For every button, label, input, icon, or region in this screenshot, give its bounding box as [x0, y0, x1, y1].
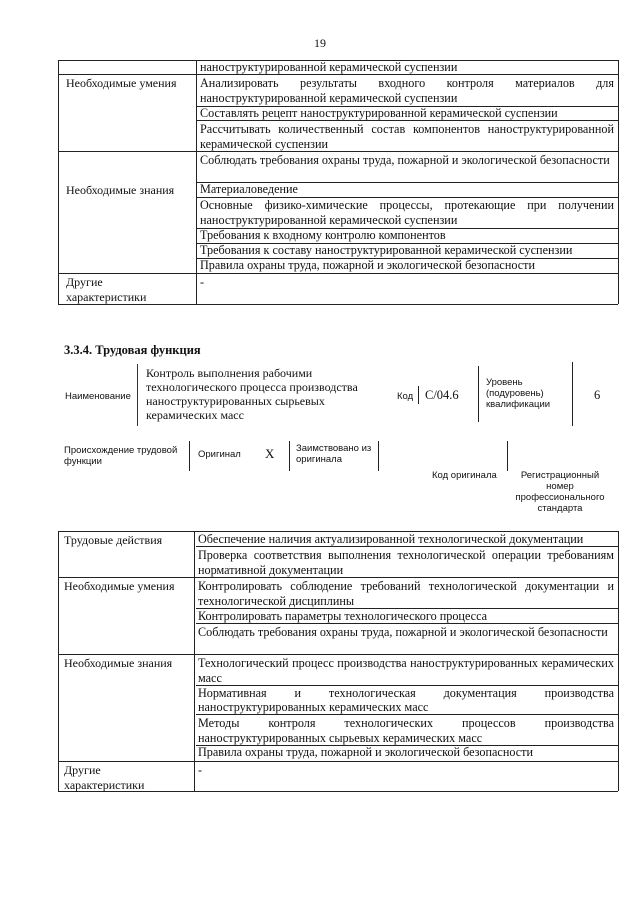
original-label: Оригинал [198, 449, 241, 460]
table-rule [618, 531, 619, 791]
action-item: Проверка соответствия выполнения технологической операции требованиям нормативной документации [198, 548, 614, 577]
table-rule [196, 714, 618, 715]
table-rule [196, 623, 618, 624]
table-rule [58, 60, 59, 304]
knowledge-item: Основные физико-химические процессы, протекающие при получении наноструктурированной керамической суспензии [200, 198, 614, 227]
table-rule [58, 761, 618, 762]
knowledge-item: Требования к составу наноструктурированной керамической суспензии [200, 243, 573, 257]
origin-divider [289, 441, 290, 471]
other-label: Другие характеристики [66, 275, 147, 304]
skill-item: Контролировать соблюдение требований технологической документации и технологической дисциплины [198, 579, 614, 608]
table-rule [194, 531, 195, 791]
skill-item: Контролировать параметры технологического процесса [198, 609, 488, 623]
code-label: Код [397, 391, 414, 402]
borrowed-label: Заимствовано из оригинала [296, 443, 372, 465]
name-value: Контроль выполнения рабочими технологического процесса производства наноструктурированных сырьевых керамических масс [146, 366, 358, 422]
level-divider [478, 366, 479, 422]
skill-item: Соблюдать требования охраны труда, пожарной и экологической безопасности [200, 153, 610, 167]
name-label: Наименование [65, 391, 131, 402]
knowledge-label: Необходимые знания [64, 656, 173, 670]
code-value: C/04.6 [425, 388, 459, 402]
origin-label: Происхождение трудовой функции [64, 445, 178, 467]
origin-code-label: Код оригинала [432, 470, 497, 481]
skills-label: Необходимые умения [64, 579, 175, 593]
table-rule [196, 546, 618, 547]
knowledge-item: Технологический процесс производства наноструктурированных керамических масс [198, 656, 614, 685]
page-number: 19 [314, 36, 326, 50]
original-mark: X [265, 446, 275, 461]
table-rule [58, 74, 618, 75]
action-item: Обеспечение наличия актуализированной технологической документации [198, 532, 584, 546]
knowledge-item: Материаловедение [200, 182, 298, 196]
reg-number-label: Регистрационный номер профессионального стандарта [515, 470, 605, 514]
knowledge-item: Методы контроля технологических процессов производства наноструктурированных сырьевых керамических масс [198, 716, 614, 745]
actions-label: Трудовые действия [64, 533, 163, 547]
skill-item: Составлять рецепт наноструктурированной керамической суспензии [200, 106, 558, 120]
section-title: 3.3.4. Трудовая функция [64, 343, 201, 357]
table-rule [58, 531, 59, 791]
knowledge-item: Нормативная и технологическая документация производства наноструктурированных керамических масс [198, 686, 614, 714]
level-divider [572, 362, 573, 426]
table-rule [58, 273, 618, 274]
code-divider [418, 386, 419, 404]
knowledge-item: Правила охраны труда, пожарной и экологической безопасности [198, 745, 534, 759]
skill-item: Соблюдать требования охраны труда, пожарной и экологической безопасности [198, 625, 608, 639]
origin-divider [189, 441, 190, 471]
origin-divider [378, 441, 379, 471]
table-rule [58, 654, 618, 655]
continuation-text: наноструктурированной керамической суспензии [200, 60, 458, 74]
other-value: - [200, 275, 205, 289]
knowledge-label: Необходимые знания [66, 183, 175, 197]
other-label: Другие характеристики [64, 763, 145, 792]
origin-divider [507, 441, 508, 471]
table-rule [196, 60, 197, 304]
other-value: - [198, 763, 203, 777]
skill-item: Анализировать результаты входного контроля материалов для наноструктурированной керамической суспензии [200, 76, 614, 105]
table-rule [618, 60, 619, 304]
level-value: 6 [594, 388, 601, 402]
skill-item: Рассчитывать количественный состав компонентов наноструктурированной керамической суспензии [200, 122, 614, 151]
knowledge-item: Правила охраны труда, пожарной и экологической безопасности [200, 258, 536, 272]
skills-label: Необходимые умения [66, 76, 177, 90]
table-rule [196, 120, 618, 121]
knowledge-item: Требования к входному контролю компонентов [200, 228, 446, 242]
level-label: Уровень (подуровень) квалификации [486, 377, 551, 410]
